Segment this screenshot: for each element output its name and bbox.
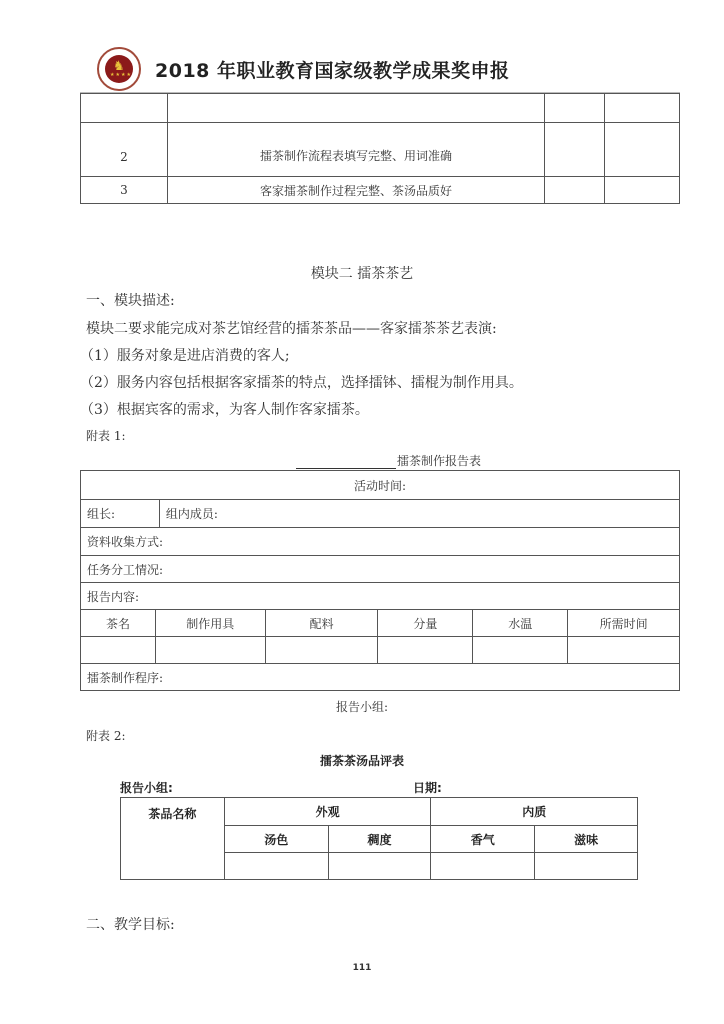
empty-cell[interactable] — [265, 637, 378, 664]
appendix-2-label: 附表 2: — [86, 729, 126, 743]
table-header-row — [81, 610, 680, 637]
table-row — [81, 471, 680, 500]
table-row — [81, 177, 680, 204]
page-header-title: 2018 年职业教育国家级教学成果奖申报 — [155, 60, 510, 82]
empty-cell[interactable] — [155, 637, 265, 664]
table-row — [81, 637, 680, 664]
empty-cell[interactable] — [535, 853, 638, 880]
cell-score — [545, 94, 605, 123]
evaluation-table-title: 擂茶茶汤品评表 — [319, 754, 404, 768]
empty-cell[interactable] — [473, 637, 568, 664]
appendix-1-label: 附表 1: — [86, 429, 126, 443]
col-header-tools: 制作用具 — [155, 610, 265, 637]
list-item: （1）服务对象是进店消费的客人; — [80, 348, 290, 364]
empty-cell[interactable] — [328, 853, 431, 880]
table-row — [81, 664, 680, 691]
list-item: （3）根据宾客的需求，为客人制作客家擂茶。 — [80, 402, 369, 418]
blank-fill-line[interactable] — [296, 456, 396, 469]
horse-icon: ♞ — [113, 59, 125, 74]
table-row — [81, 500, 680, 528]
cell-score — [545, 177, 605, 204]
group-header-quality: 内质 — [431, 798, 638, 826]
evaluation-table — [120, 797, 638, 880]
col-header-taste: 滋味 — [535, 826, 638, 853]
empty-cell[interactable] — [568, 637, 680, 664]
report-table-title-text: 擂茶制作报告表 — [397, 454, 482, 468]
task-division-cell[interactable]: 任务分工情况: — [81, 556, 680, 583]
report-group-footer: 报告小组: — [335, 700, 389, 714]
empty-cell[interactable] — [224, 853, 328, 880]
cell-remark — [605, 177, 680, 204]
col-header-tea-product — [121, 798, 225, 880]
cell-no — [81, 94, 168, 123]
col-header-ingredients: 配料 — [265, 610, 378, 637]
col-header-tea-name: 茶名 — [81, 610, 156, 637]
data-collection-cell[interactable]: 资料收集方式: — [81, 528, 680, 556]
empty-cell[interactable] — [431, 853, 535, 880]
cell-score — [545, 123, 605, 177]
evaluation-group-label: 报告小组: — [120, 781, 173, 795]
emblem-center — [105, 55, 133, 83]
col-header-aroma: 香气 — [431, 826, 535, 853]
col-header-time: 所需时间 — [568, 610, 680, 637]
leader-cell[interactable]: 组长: — [81, 500, 160, 528]
cell-content — [167, 94, 544, 123]
table-row — [81, 123, 680, 177]
cell-content: 擂茶制作流程表填写完整、用词准确 — [167, 123, 544, 177]
report-table — [80, 470, 680, 691]
activity-time-cell[interactable]: 活动时间: — [81, 471, 680, 500]
report-content-cell[interactable]: 报告内容: — [81, 583, 680, 610]
col-header-thickness: 稠度 — [328, 826, 431, 853]
cell-content: 客家擂茶制作过程完整、茶汤品质好 — [167, 177, 544, 204]
members-cell[interactable]: 组内成员: — [159, 500, 679, 528]
school-emblem-icon — [97, 47, 141, 91]
cell-no: 3 — [81, 177, 168, 204]
group-header-appearance: 外观 — [224, 798, 431, 826]
cell-no: 2 — [81, 123, 168, 177]
col-header-water-temp: 水温 — [473, 610, 568, 637]
report-table-title — [296, 452, 481, 469]
table-row — [81, 528, 680, 556]
table-row — [81, 556, 680, 583]
table-row — [81, 94, 680, 123]
list-item: （2）服务内容包括根据客家擂茶的特点，选择擂钵、擂棍为制作用具。 — [80, 375, 523, 391]
module-intro: 模块二要求能完成对茶艺馆经营的擂茶茶品——客家擂茶茶艺表演: — [86, 321, 497, 337]
evaluation-date-label: 日期: — [413, 781, 442, 795]
table-row — [81, 583, 680, 610]
page-number: 111 — [352, 963, 372, 973]
empty-cell[interactable] — [378, 637, 473, 664]
cell-remark — [605, 123, 680, 177]
module-title: 模块二 擂茶茶艺 — [310, 266, 414, 282]
stars-icon: ★★★★ — [110, 72, 132, 78]
col-header-tea-product-text: 茶品名称 — [148, 807, 197, 821]
col-header-soup-color: 汤色 — [224, 826, 328, 853]
section-heading-description: 一、模块描述: — [86, 293, 175, 309]
cell-remark — [605, 94, 680, 123]
empty-cell[interactable] — [81, 637, 156, 664]
procedure-cell[interactable]: 擂茶制作程序: — [81, 664, 680, 691]
section-heading-objectives: 二、教学目标: — [86, 917, 175, 933]
col-header-amount: 分量 — [378, 610, 473, 637]
table-header-row — [121, 798, 638, 826]
criteria-table — [80, 93, 680, 204]
